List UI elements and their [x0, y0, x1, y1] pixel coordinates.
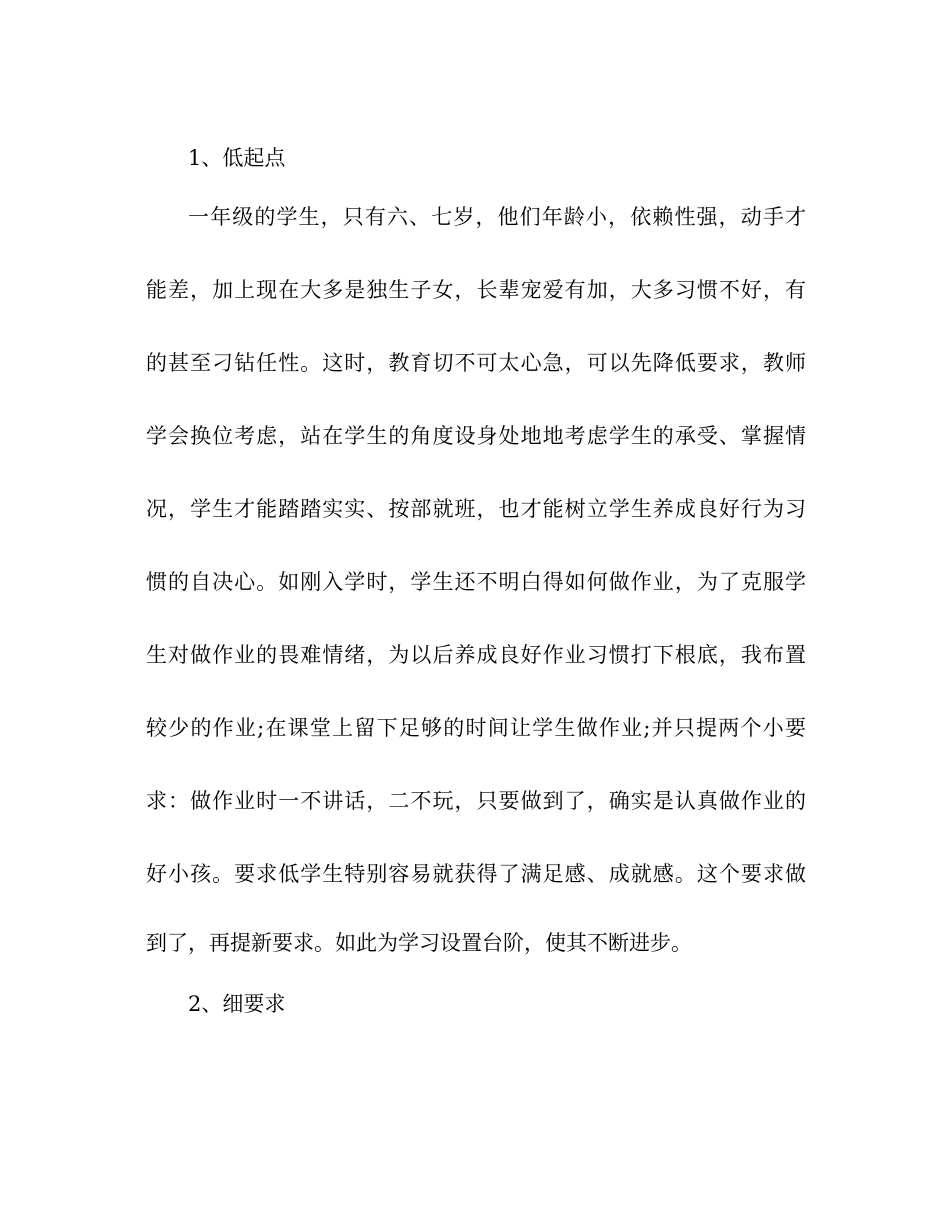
paragraph-line-5: 况，学生才能踏踏实实、按部就班，也才能树立学生养成良好行为习: [146, 497, 806, 521]
paragraph-line-9: 求：做作业时一不讲话，二不玩，只要做到了，确实是认真做作业的: [146, 789, 806, 813]
paragraph-line-2: 能差，加上现在大多是独生子女，长辈宠爱有加，大多习惯不好，有: [146, 278, 806, 302]
section-heading-1: 1、低起点: [188, 146, 286, 170]
paragraph-line-11: 到了，再提新要求。如此为学习设置台阶，使其不断进步。: [146, 931, 692, 955]
section-heading-2: 2、细要求: [188, 992, 286, 1016]
paragraph-line-8: 较少的作业;在课堂上留下足够的时间让学生做作业;并只提两个小要: [146, 716, 806, 740]
paragraph-line-3: 的甚至刁钻任性。这时，教育切不可太心急，可以先降低要求，教师: [146, 351, 806, 375]
paragraph-line-10: 好小孩。要求低学生特别容易就获得了满足感、成就感。这个要求做: [146, 862, 806, 886]
paragraph-line-4: 学会换位考虑，站在学生的角度设身处地地考虑学生的承受、掌握情: [146, 424, 806, 448]
paragraph-line-7: 生对做作业的畏难情绪，为以后养成良好作业习惯打下根底，我布置: [146, 643, 806, 667]
paragraph-line-6: 惯的自决心。如刚入学时，学生还不明白得如何做作业，为了克服学: [146, 570, 806, 594]
paragraph-line-1: 一年级的学生，只有六、七岁，他们年龄小，依赖性强，动手才: [188, 205, 806, 229]
